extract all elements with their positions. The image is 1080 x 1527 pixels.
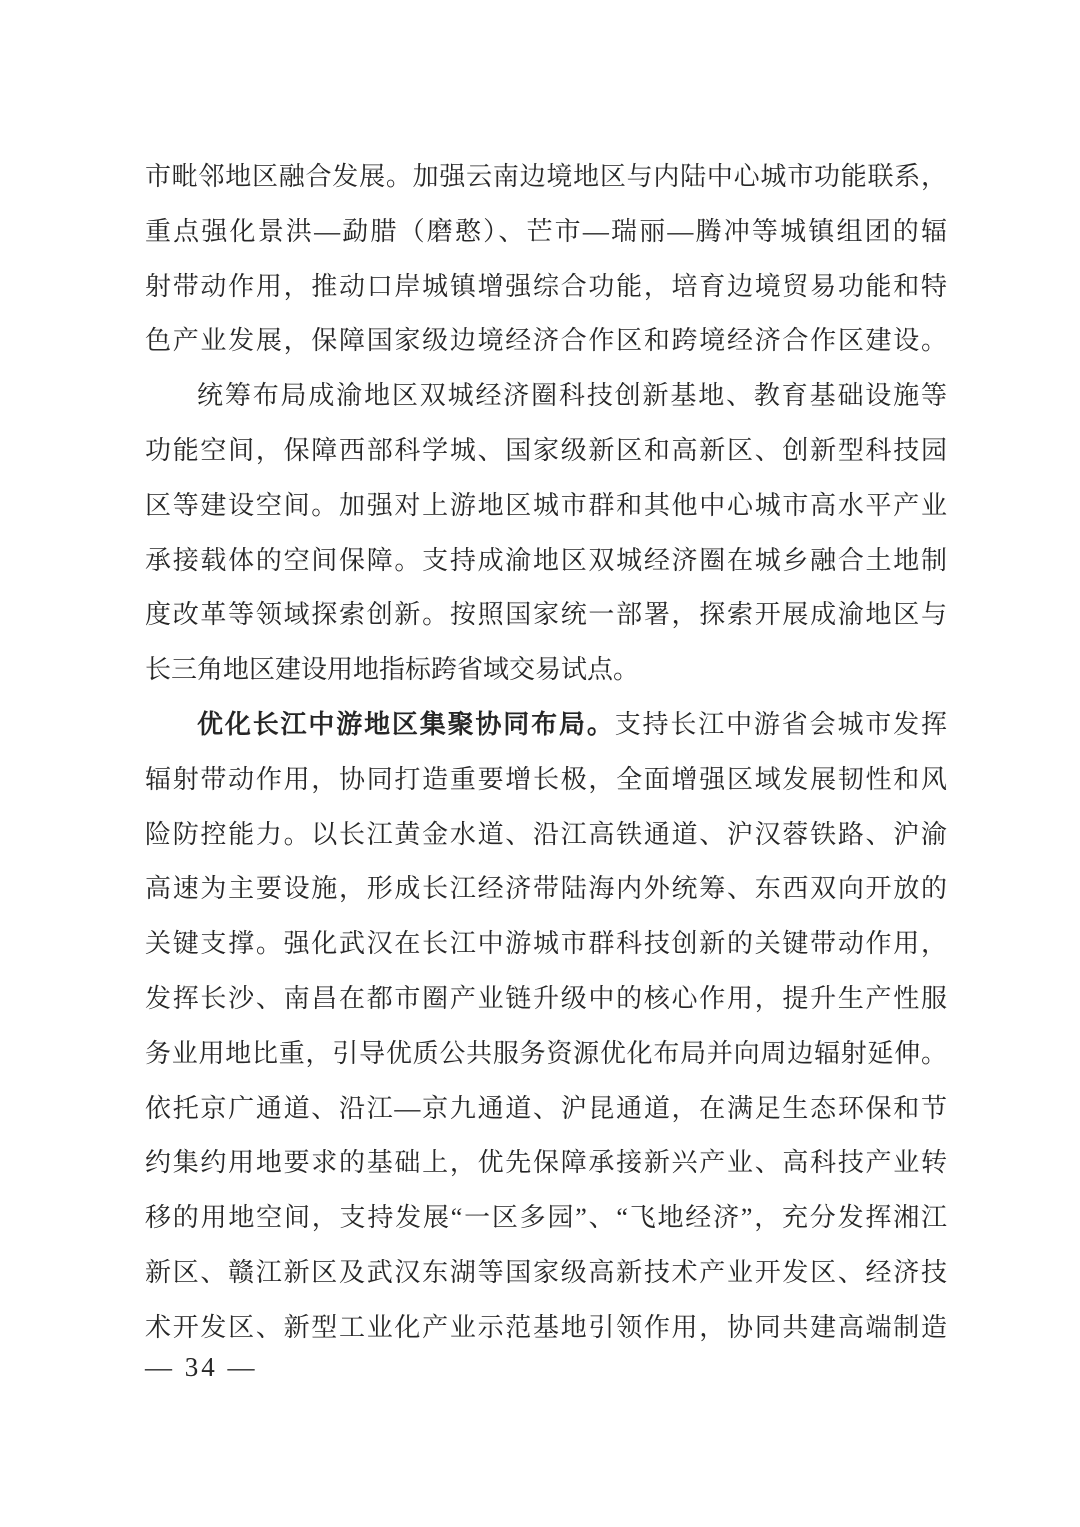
text-line: [145, 588, 947, 643]
text-line: [145, 1136, 947, 1191]
text-line: [145, 643, 947, 698]
text-run: 统筹布局成渝地区双城经济圈科技创新基地、教育基础设施等: [197, 381, 947, 411]
text-run: 市毗邻地区融合发展。加强云南边境地区与内陆中心城市功能联系，: [145, 162, 947, 191]
paragraph-3: [145, 698, 947, 1356]
text-run: 承接载体的空间保障。支持成渝地区双城经济圈在城乡融合土地制: [145, 545, 947, 575]
text-line: [145, 150, 947, 205]
text-run: 术开发区、新型工业化产业示范基地引领作用，协同共建高端制造: [145, 1312, 947, 1342]
text-run: 区等建设空间。加强对上游地区城市群和其他中心城市高水平产业: [145, 490, 947, 520]
text-line: [145, 1082, 947, 1137]
text-run: 依托京广通道、沿江—京九通道、沪昆通道，在满足生态环保和节: [145, 1093, 947, 1123]
text-run: 度改革等领域探索创新。按照国家统一部署，探索开展成渝地区与: [145, 600, 947, 630]
text-line: [145, 314, 947, 369]
text-line: [145, 917, 947, 972]
text-line: [145, 1246, 947, 1301]
text-run: 关键支撑。强化武汉在长江中游城市群科技创新的关键带动作用，: [145, 929, 947, 959]
text-line: [145, 534, 947, 589]
text-line: [145, 698, 947, 753]
text-line: [145, 1301, 947, 1356]
text-run: 色产业发展，保障国家级边境经济合作区和跨境经济合作区建设。: [145, 326, 947, 356]
text-run: 功能空间，保障西部科学城、国家级新区和高新区、创新型科技园: [145, 435, 947, 465]
text-run: 辐射带动作用，协同打造重要增长极，全面增强区域发展韧性和风: [145, 764, 947, 794]
text-line: [145, 972, 947, 1027]
text-run: 射带动作用，推动口岸城镇增强综合功能，培育边境贸易功能和特: [145, 271, 947, 301]
paragraph-lead-bold: 优化长江中游地区集聚协同布局。: [197, 709, 615, 739]
paragraph-2: [145, 369, 947, 698]
text-run: 高速为主要设施，形成长江经济带陆海内外统筹、东西双向开放的: [145, 874, 947, 904]
text-run: 新区、赣江新区及武汉东湖等国家级高新技术产业开发区、经济技: [145, 1257, 947, 1287]
text-line: [145, 424, 947, 479]
text-run: 发挥长沙、南昌在都市圈产业链升级中的核心作用，提升生产性服: [145, 983, 947, 1013]
text-line: [145, 1191, 947, 1246]
text-line: [145, 808, 947, 863]
page-number: — 34 —: [145, 1352, 258, 1382]
text-run: 支持长江中游省会城市发挥: [614, 709, 947, 739]
text-line: [145, 862, 947, 917]
text-run: 长三角地区建设用地指标跨省域交易试点。: [145, 655, 640, 685]
paragraph-1: [145, 150, 947, 369]
text-line: [145, 260, 947, 315]
text-line: [145, 205, 947, 260]
text-run: 移的用地空间，支持发展“一区多园”、“飞地经济”，充分发挥湘江: [145, 1203, 947, 1233]
text-run: 约集约用地要求的基础上，优先保障承接新兴产业、高科技产业转: [145, 1148, 947, 1178]
text-run: 务业用地比重，引导优质公共服务资源优化布局并向周边辐射延伸。: [145, 1038, 947, 1068]
text-line: [145, 479, 947, 534]
text-run: 险防控能力。以长江黄金水道、沿江高铁通道、沪汉蓉铁路、沪渝: [145, 819, 947, 849]
document-body: [145, 150, 947, 1356]
text-run: 重点强化景洪—勐腊（磨憨）、芒市—瑞丽—腾冲等城镇组团的辐: [145, 216, 947, 246]
page-footer: [145, 1352, 258, 1383]
text-line: [145, 369, 947, 424]
text-line: [145, 753, 947, 808]
text-line: [145, 1027, 947, 1082]
